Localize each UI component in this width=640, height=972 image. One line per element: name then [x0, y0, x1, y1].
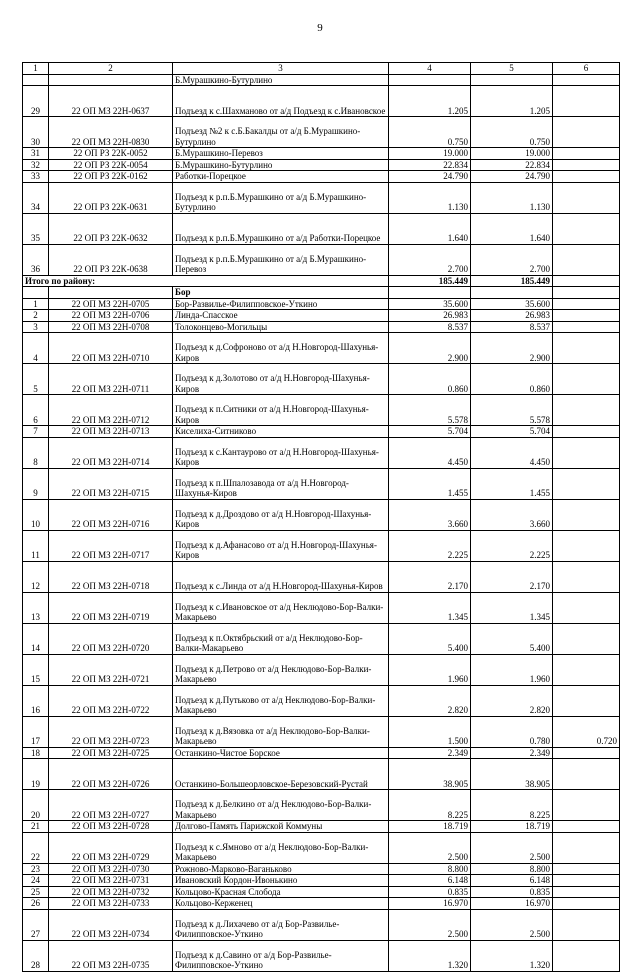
cell-other	[553, 74, 620, 86]
table-row	[23, 759, 620, 790]
cell-other	[553, 790, 620, 821]
cell-asphalt: 2.500	[471, 832, 553, 863]
cell-length	[389, 287, 471, 299]
table-row	[23, 321, 620, 333]
cell-name: Подъезд к п.Шпалозавода от а/д Н.Новгород-Шахунья-Киров	[173, 468, 389, 499]
cell-code: 22 ОП МЗ 22Н-0728	[49, 821, 173, 833]
cell-length: 2.170	[389, 561, 471, 592]
table-row	[23, 821, 620, 833]
cell-asphalt: 16.970	[471, 898, 553, 910]
cell-length: 38.905	[389, 759, 471, 790]
cell-name: Рожново-Марково-Ваганьково	[173, 863, 389, 875]
cell-length: 6.148	[389, 875, 471, 887]
table-row	[23, 592, 620, 623]
cell-length: 2.225	[389, 530, 471, 561]
cell-name: Останкино-Чистое Борское	[173, 747, 389, 759]
cell-other	[553, 898, 620, 910]
cell-asphalt: 1.640	[471, 213, 553, 244]
cell-code	[49, 287, 173, 299]
cell-other	[553, 426, 620, 438]
cell-num: 27	[23, 909, 49, 940]
cell-code: 22 ОП РЗ 22К-0054	[49, 159, 173, 171]
cell-name: Подъезд к с.Шахманово от а/д Подъезд к с.Ивановское	[173, 86, 389, 117]
cell-num: 12	[23, 561, 49, 592]
cell-name: Подъезд к д.Петрово от а/д Неклюдово-Бор-Валки-Макарьево	[173, 654, 389, 685]
cell-asphalt: 1.455	[471, 468, 553, 499]
table-row	[23, 437, 620, 468]
cell-num: 20	[23, 790, 49, 821]
cell-other	[553, 747, 620, 759]
table-row	[23, 875, 620, 887]
cell-code: 22 ОП МЗ 22Н-0710	[49, 333, 173, 364]
cell-name: Кольцово-Керженец	[173, 898, 389, 910]
cell-name: Ивановский Кордон-Ивонькино	[173, 875, 389, 887]
cell-code: 22 ОП МЗ 22Н-0727	[49, 790, 173, 821]
cell-asphalt: 1.960	[471, 654, 553, 685]
cell-num: 9	[23, 468, 49, 499]
cell-name: Подъезд к д.Путьково от а/д Неклюдово-Бор-Валки-Макарьево	[173, 685, 389, 716]
cell-other	[553, 863, 620, 875]
cell-asphalt: 1.320	[471, 940, 553, 971]
cell-asphalt: 2.349	[471, 747, 553, 759]
cell-num: 17	[23, 716, 49, 747]
cell-num	[23, 74, 49, 86]
cell-code: 22 ОП РЗ 22К-0632	[49, 213, 173, 244]
cell-other	[553, 940, 620, 971]
cell-code: 22 ОП МЗ 22Н-0718	[49, 561, 173, 592]
cell-length: 18.719	[389, 821, 471, 833]
cell-length: 26.983	[389, 310, 471, 322]
cell-other	[553, 244, 620, 275]
cell-code: 22 ОП МЗ 22Н-0722	[49, 685, 173, 716]
cell-name: Подъезд к д.Савино от а/д Бор-Развилье-Филипповское-Уткино	[173, 940, 389, 971]
cell-num: 21	[23, 821, 49, 833]
cell-other	[553, 437, 620, 468]
cell-num: 3	[23, 321, 49, 333]
cell-num: 1	[23, 298, 49, 310]
table-row	[23, 863, 620, 875]
cell-length: 1.960	[389, 654, 471, 685]
cell-code: 22 ОП РЗ 22К-0162	[49, 171, 173, 183]
cell-asphalt: 2.225	[471, 530, 553, 561]
cell-other	[553, 182, 620, 213]
cell-asphalt: 8.225	[471, 790, 553, 821]
table-row	[23, 426, 620, 438]
table-row	[23, 561, 620, 592]
cell-other	[553, 148, 620, 160]
cell-other	[553, 468, 620, 499]
cell-num: 36	[23, 244, 49, 275]
cell-length: 35.600	[389, 298, 471, 310]
cell-code: 22 ОП РЗ 22К-0631	[49, 182, 173, 213]
district-name: Бор	[173, 287, 389, 299]
cell-asphalt: 2.820	[471, 685, 553, 716]
cell-length: 5.704	[389, 426, 471, 438]
cell-name: Кольцово-Красная Слобода	[173, 886, 389, 898]
cell-name: Подъезд к р.п.Б.Мурашкино от а/д Б.Мурашкино-Перевоз	[173, 244, 389, 275]
cell-asphalt: 24.790	[471, 171, 553, 183]
cell-num: 2	[23, 310, 49, 322]
cell-name: Останкино-Большеорловское-Березовский-Рустай	[173, 759, 389, 790]
cell-code: 22 ОП МЗ 22Н-0726	[49, 759, 173, 790]
cell-num	[23, 287, 49, 299]
cell-code: 22 ОП МЗ 22Н-0723	[49, 716, 173, 747]
cell-code: 22 ОП МЗ 22Н-0708	[49, 321, 173, 333]
cell-name: Киселиха-Ситниково	[173, 426, 389, 438]
cell-asphalt: 5.704	[471, 426, 553, 438]
cell-asphalt: 2.700	[471, 244, 553, 275]
cell-num: 7	[23, 426, 49, 438]
cell-code: 22 ОП МЗ 22Н-0714	[49, 437, 173, 468]
cell-name: Линда-Спасское	[173, 310, 389, 322]
cell-asphalt: 5.400	[471, 623, 553, 654]
cell-code: 22 ОП МЗ 22Н-0706	[49, 310, 173, 322]
cell-asphalt: 6.148	[471, 875, 553, 887]
cell-name: Подъезд к с.Линда от а/д Н.Новгород-Шахунья-Киров	[173, 561, 389, 592]
cell-asphalt: 0.835	[471, 886, 553, 898]
cell-code: 22 ОП МЗ 22Н-0637	[49, 86, 173, 117]
cell-code	[49, 74, 173, 86]
cell-other	[553, 333, 620, 364]
table-row	[23, 623, 620, 654]
cell-name: Подъезд к с.Ямново от а/д Неклюдово-Бор-Валки-Макарьево	[173, 832, 389, 863]
cell-other	[553, 287, 620, 299]
cell-num: 6	[23, 395, 49, 426]
cell-name: Подъезд к п.Ситники от а/д Н.Новгород-Шахунья-Киров	[173, 395, 389, 426]
cell-code: 22 ОП МЗ 22Н-0720	[49, 623, 173, 654]
cell-name: Подъезд к д.Белкино от а/д Неклюдово-Бор-Валки-Макарьево	[173, 790, 389, 821]
cell-length: 0.750	[389, 117, 471, 148]
cell-other	[553, 310, 620, 322]
cell-name: Подъезд к д.Лихачево от а/д Бор-Развилье-Филипповское-Уткино	[173, 909, 389, 940]
cell-name: Подъезд к р.п.Б.Мурашкино от а/д Б.Мурашкино-Бутурлино	[173, 182, 389, 213]
table-row	[23, 86, 620, 117]
cell-asphalt: 0.780	[471, 716, 553, 747]
header-cell: 3	[173, 63, 389, 75]
cell-code: 22 ОП МЗ 22Н-0719	[49, 592, 173, 623]
cell-asphalt: 0.750	[471, 117, 553, 148]
cell-code: 22 ОП РЗ 22К-0052	[49, 148, 173, 160]
cell-asphalt: 8.537	[471, 321, 553, 333]
cell-length: 2.820	[389, 685, 471, 716]
cell-length: 1.500	[389, 716, 471, 747]
cell-name: Б.Мурашкино-Бутурлино	[173, 74, 389, 86]
table-row	[23, 117, 620, 148]
cell-other	[553, 499, 620, 530]
total-other	[553, 275, 620, 287]
roads-table-body	[23, 63, 620, 972]
cell-num: 8	[23, 437, 49, 468]
cell-name: Подъезд к с.Кантаурово от а/д Н.Новгород-Шахунья-Киров	[173, 437, 389, 468]
cell-length: 24.790	[389, 171, 471, 183]
cell-asphalt: 3.660	[471, 499, 553, 530]
cell-length: 1.320	[389, 940, 471, 971]
cell-length: 0.860	[389, 364, 471, 395]
table-row	[23, 716, 620, 747]
cell-other	[553, 561, 620, 592]
header-row	[23, 63, 620, 75]
cell-length: 0.835	[389, 886, 471, 898]
cell-name: Подъезд к п.Октябрьский от а/д Неклюдово-Бор-Валки-Макарьево	[173, 623, 389, 654]
cell-code: 22 ОП МЗ 22Н-0721	[49, 654, 173, 685]
cell-length: 2.500	[389, 909, 471, 940]
total-asphalt: 185.449	[471, 275, 553, 287]
cell-length	[389, 74, 471, 86]
total-label: Итого по району:	[23, 275, 389, 287]
cell-code: 22 ОП МЗ 22Н-0717	[49, 530, 173, 561]
table-row	[23, 886, 620, 898]
table-row	[23, 832, 620, 863]
cell-name: Подъезд к р.п.Б.Мурашкино от а/д Работки-Порецкое	[173, 213, 389, 244]
cell-length: 2.349	[389, 747, 471, 759]
table-row	[23, 530, 620, 561]
cell-num: 24	[23, 875, 49, 887]
cell-num: 14	[23, 623, 49, 654]
cell-name: Подъезд к д.Вязовка от а/д Неклюдово-Бор-Валки-Макарьево	[173, 716, 389, 747]
cell-length: 5.400	[389, 623, 471, 654]
cell-name: Подъезд к с.Ивановское от а/д Неклюдово-Бор-Валки-Макарьево	[173, 592, 389, 623]
cell-asphalt: 1.205	[471, 86, 553, 117]
cell-num: 11	[23, 530, 49, 561]
cell-other	[553, 86, 620, 117]
cell-name: Работки-Порецкое	[173, 171, 389, 183]
cell-length: 4.450	[389, 437, 471, 468]
cell-length: 19.000	[389, 148, 471, 160]
cell-code: 22 ОП МЗ 22Н-0733	[49, 898, 173, 910]
table-row	[23, 395, 620, 426]
cell-length: 16.970	[389, 898, 471, 910]
table-row	[23, 213, 620, 244]
cell-length: 1.130	[389, 182, 471, 213]
cell-num: 32	[23, 159, 49, 171]
header-cell: 5	[471, 63, 553, 75]
cell-length: 2.700	[389, 244, 471, 275]
cell-code: 22 ОП МЗ 22Н-0725	[49, 747, 173, 759]
table-row	[23, 654, 620, 685]
cell-num: 5	[23, 364, 49, 395]
cell-asphalt: 2.500	[471, 909, 553, 940]
table-row	[23, 310, 620, 322]
cell-num: 35	[23, 213, 49, 244]
table-row	[23, 298, 620, 310]
table-row	[23, 148, 620, 160]
cell-other	[553, 530, 620, 561]
page-number: 9	[317, 22, 323, 34]
cell-length: 8.225	[389, 790, 471, 821]
cell-length: 3.660	[389, 499, 471, 530]
cell-name: Подъезд к д.Золотово от а/д Н.Новгород-Шахунья-Киров	[173, 364, 389, 395]
cell-num: 33	[23, 171, 49, 183]
cell-asphalt: 5.578	[471, 395, 553, 426]
cell-num: 26	[23, 898, 49, 910]
cell-code: 22 ОП МЗ 22Н-0830	[49, 117, 173, 148]
cell-code: 22 ОП МЗ 22Н-0731	[49, 875, 173, 887]
cell-num: 22	[23, 832, 49, 863]
table-row	[23, 499, 620, 530]
cell-code: 22 ОП РЗ 22К-0638	[49, 244, 173, 275]
cell-asphalt: 0.860	[471, 364, 553, 395]
cell-asphalt: 2.900	[471, 333, 553, 364]
cell-num: 19	[23, 759, 49, 790]
cell-num: 13	[23, 592, 49, 623]
district-row	[23, 287, 620, 299]
cell-num: 10	[23, 499, 49, 530]
cell-other	[553, 759, 620, 790]
cell-asphalt: 19.000	[471, 148, 553, 160]
cell-asphalt: 2.170	[471, 561, 553, 592]
cell-num: 28	[23, 940, 49, 971]
table-row	[23, 909, 620, 940]
table-row	[23, 364, 620, 395]
table-row	[23, 747, 620, 759]
cell-code: 22 ОП МЗ 22Н-0705	[49, 298, 173, 310]
cell-other	[553, 685, 620, 716]
cell-asphalt: 22.834	[471, 159, 553, 171]
cell-other	[553, 875, 620, 887]
header-cell: 1	[23, 63, 49, 75]
roads-table	[22, 62, 620, 972]
cell-asphalt: 18.719	[471, 821, 553, 833]
cell-asphalt	[471, 287, 553, 299]
cell-code: 22 ОП МЗ 22Н-0712	[49, 395, 173, 426]
cell-code: 22 ОП МЗ 22Н-0716	[49, 499, 173, 530]
cell-length: 1.205	[389, 86, 471, 117]
cell-name: Подъезд к д.Дроздово от а/д Н.Новгород-Шахунья-Киров	[173, 499, 389, 530]
header-cell: 4	[389, 63, 471, 75]
cell-num: 30	[23, 117, 49, 148]
cell-other	[553, 298, 620, 310]
cell-length: 5.578	[389, 395, 471, 426]
table-row	[23, 940, 620, 971]
cell-num: 31	[23, 148, 49, 160]
total-length: 185.449	[389, 275, 471, 287]
continuation-row	[23, 74, 620, 86]
cell-num: 16	[23, 685, 49, 716]
header-cell: 2	[49, 63, 173, 75]
cell-other: 0.720	[553, 716, 620, 747]
cell-code: 22 ОП МЗ 22Н-0735	[49, 940, 173, 971]
cell-length: 22.834	[389, 159, 471, 171]
cell-other	[553, 886, 620, 898]
cell-asphalt: 35.600	[471, 298, 553, 310]
cell-length: 8.537	[389, 321, 471, 333]
cell-name: Подъезд к д.Софроново от а/д Н.Новгород-Шахунья-Киров	[173, 333, 389, 364]
cell-length: 1.640	[389, 213, 471, 244]
cell-other	[553, 213, 620, 244]
cell-other	[553, 117, 620, 148]
cell-name: Б.Мурашкино-Бутурлино	[173, 159, 389, 171]
cell-other	[553, 623, 620, 654]
table-row	[23, 159, 620, 171]
cell-other	[553, 395, 620, 426]
cell-other	[553, 171, 620, 183]
cell-asphalt: 1.130	[471, 182, 553, 213]
table-row	[23, 182, 620, 213]
cell-asphalt: 26.983	[471, 310, 553, 322]
cell-length: 2.900	[389, 333, 471, 364]
cell-other	[553, 821, 620, 833]
cell-num: 34	[23, 182, 49, 213]
cell-asphalt: 4.450	[471, 437, 553, 468]
table-row	[23, 244, 620, 275]
cell-asphalt: 8.800	[471, 863, 553, 875]
cell-code: 22 ОП МЗ 22Н-0734	[49, 909, 173, 940]
cell-code: 22 ОП МЗ 22Н-0711	[49, 364, 173, 395]
cell-code: 22 ОП МЗ 22Н-0715	[49, 468, 173, 499]
table-row	[23, 685, 620, 716]
cell-asphalt: 1.345	[471, 592, 553, 623]
cell-num: 23	[23, 863, 49, 875]
cell-code: 22 ОП МЗ 22Н-0730	[49, 863, 173, 875]
cell-other	[553, 654, 620, 685]
cell-length: 2.500	[389, 832, 471, 863]
cell-num: 29	[23, 86, 49, 117]
cell-length: 8.800	[389, 863, 471, 875]
cell-num: 25	[23, 886, 49, 898]
table-row	[23, 468, 620, 499]
cell-other	[553, 909, 620, 940]
cell-num: 18	[23, 747, 49, 759]
cell-other	[553, 159, 620, 171]
cell-num: 15	[23, 654, 49, 685]
cell-asphalt: 38.905	[471, 759, 553, 790]
cell-other	[553, 321, 620, 333]
cell-length: 1.455	[389, 468, 471, 499]
cell-code: 22 ОП МЗ 22Н-0713	[49, 426, 173, 438]
cell-code: 22 ОП МЗ 22Н-0729	[49, 832, 173, 863]
table-row	[23, 898, 620, 910]
header-cell: 6	[553, 63, 620, 75]
cell-code: 22 ОП МЗ 22Н-0732	[49, 886, 173, 898]
cell-name: Толоконцево-Могильцы	[173, 321, 389, 333]
cell-name: Бор-Развилье-Филипповское-Уткино	[173, 298, 389, 310]
cell-num: 4	[23, 333, 49, 364]
total-row	[23, 275, 620, 287]
cell-name: Подъезд №2 к с.Б.Бакалды от а/д Б.Мурашкино-Бутурлино	[173, 117, 389, 148]
cell-other	[553, 364, 620, 395]
cell-other	[553, 592, 620, 623]
table-row	[23, 333, 620, 364]
cell-asphalt	[471, 74, 553, 86]
cell-length: 1.345	[389, 592, 471, 623]
cell-name: Подъезд к д.Афанасово от а/д Н.Новгород-Шахунья-Киров	[173, 530, 389, 561]
cell-other	[553, 832, 620, 863]
table-row	[23, 790, 620, 821]
table-row	[23, 171, 620, 183]
cell-name: Б.Мурашкино-Перевоз	[173, 148, 389, 160]
cell-name: Долгово-Память Парижской Коммуны	[173, 821, 389, 833]
